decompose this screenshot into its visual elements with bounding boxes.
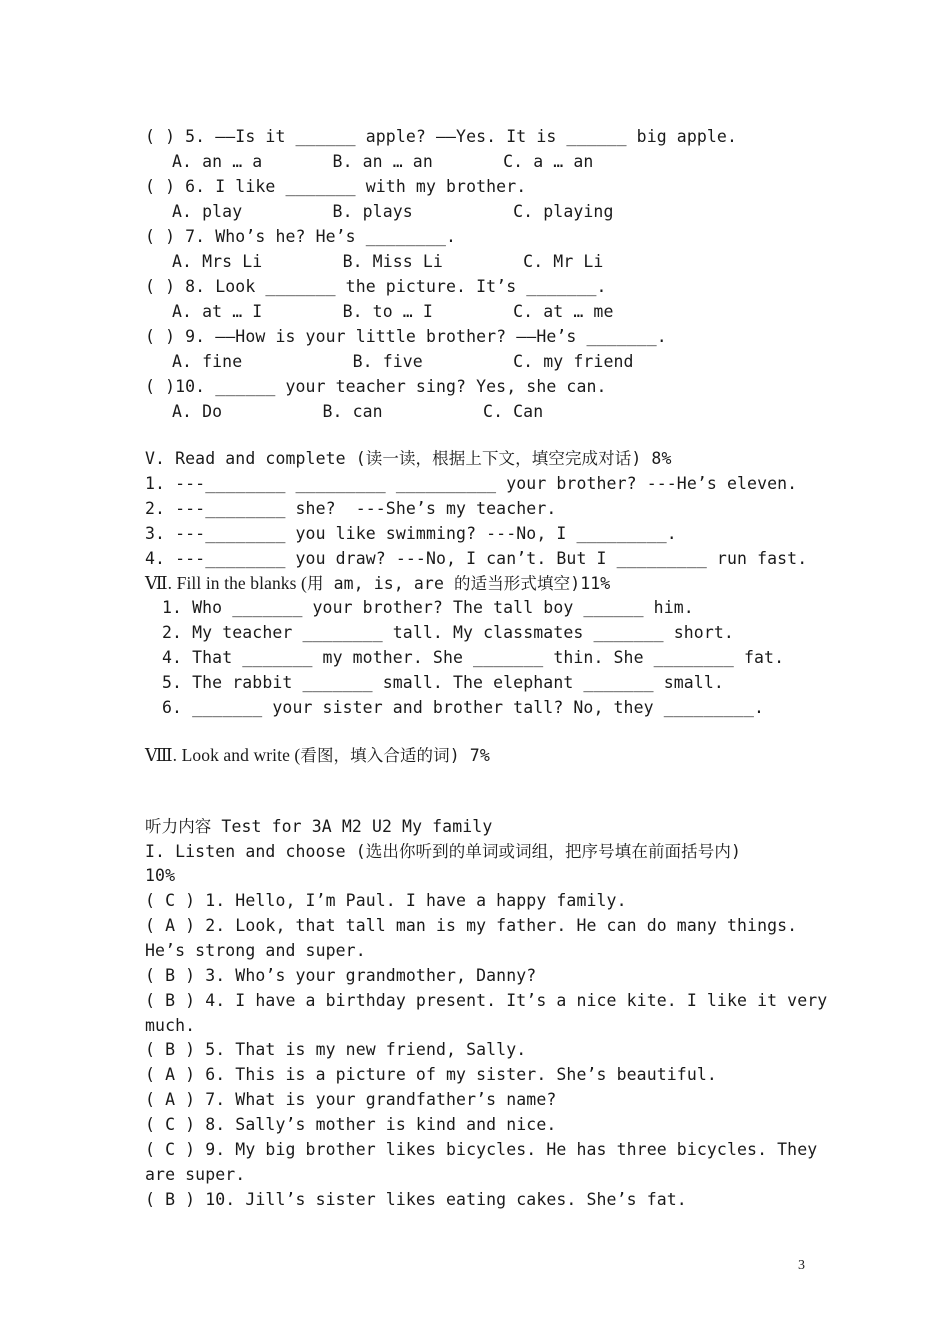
section-5-line-1: 1. ---________ _________ __________ your brother? ---He’s eleven. bbox=[145, 474, 798, 493]
question-8: ( ) 8. Look _______ the picture. It’s _______. bbox=[145, 277, 607, 296]
question-6: ( ) 6. I like _______ with my brother. bbox=[145, 177, 527, 196]
section-8-title-en: Ⅷ. Look and write ( bbox=[145, 745, 301, 765]
listening-line: ( A ) 6. This is a picture of my sister. She’s beautiful. bbox=[145, 1065, 717, 1084]
listening-line: ( A ) 7. What is your grandfather’s name? bbox=[145, 1090, 557, 1109]
section-7-line-6: 6. _______ your sister and brother tall? No, they _________. bbox=[162, 698, 765, 717]
question-5: ( ) 5. ——Is it ______ apple? ——Yes. It is ______ big apple. bbox=[145, 127, 737, 146]
listening-line: He’s strong and super. bbox=[145, 941, 366, 960]
question-9: ( ) 9. ——How is your little brother? ——He’s _______. bbox=[145, 327, 667, 346]
section-5-line-3: 3. ---________ you like swimming? ---No, I _________. bbox=[145, 524, 677, 543]
listening-line: are super. bbox=[145, 1165, 246, 1184]
listening-instructions: I. Listen and choose (选出你听到的单词或词组，把序号填在前面括号内) bbox=[145, 842, 741, 861]
listening-instructions-score: 10% bbox=[145, 866, 176, 885]
question-6-options: A. play B. plays C. playing bbox=[172, 202, 614, 221]
listening-line: ( B ) 4. I have a birthday present. It’s a nice kite. I like it very bbox=[145, 991, 828, 1010]
question-10: ( )10. ______ your teacher sing? Yes, she can. bbox=[145, 377, 607, 396]
section-5-line-4: 4. ---________ you draw? ---No, I can’t. But I _________ run fast. bbox=[145, 549, 808, 568]
question-10-options: A. Do B. can C. Can bbox=[172, 402, 544, 421]
listening-line: ( C ) 8. Sally’s mother is kind and nice. bbox=[145, 1115, 557, 1134]
section-7-line-4: 4. That _______ my mother. She _______ thin. She ________ fat. bbox=[162, 648, 785, 667]
question-8-options: A. at … I B. to … I C. at … me bbox=[172, 302, 614, 321]
listening-line: ( C ) 1. Hello, I’m Paul. I have a happy family. bbox=[145, 891, 627, 910]
listening-line: ( B ) 10. Jill’s sister likes eating cakes. She’s fat. bbox=[145, 1190, 687, 1209]
section-5-line-2: 2. ---________ she? ---She’s my teacher. bbox=[145, 499, 557, 518]
section-7-title-en: Ⅶ. Fill in the blanks ( bbox=[145, 573, 307, 593]
listening-line: ( B ) 5. That is my new friend, Sally. bbox=[145, 1040, 527, 1059]
section-5-title: V. Read and complete (读一读，根据上下文，填空完成对话) 8% bbox=[145, 449, 672, 468]
listening-heading: 听力内容 Test for 3A M2 U2 My family bbox=[145, 817, 493, 836]
section-8-title-rest: 看图，填入合适的词) 7% bbox=[300, 746, 490, 765]
section-8-title bbox=[145, 745, 490, 766]
section-7-title-rest: 用 am, is, are 的适当形式填空)11% bbox=[306, 574, 611, 593]
question-9-options: A. fine B. five C. my friend bbox=[172, 352, 634, 371]
listening-line: ( A ) 2. Look, that tall man is my father. He can do many things. bbox=[145, 916, 798, 935]
section-7-line-1: 1. Who _______ your brother? The tall boy ______ him. bbox=[162, 598, 694, 617]
question-7: ( ) 7. Who’s he? He’s ________. bbox=[145, 227, 457, 246]
listening-line: ( B ) 3. Who’s your grandmother, Danny? bbox=[145, 966, 537, 985]
listening-line: much. bbox=[145, 1016, 196, 1035]
page-number: 3 bbox=[798, 1258, 805, 1273]
section-7-title bbox=[145, 573, 610, 594]
section-7-line-5: 5. The rabbit _______ small. The elephant _______ small. bbox=[162, 673, 724, 692]
listening-line: ( C ) 9. My big brother likes bicycles. He has three bicycles. They bbox=[145, 1140, 818, 1159]
question-7-options: A. Mrs Li B. Miss Li C. Mr Li bbox=[172, 252, 604, 271]
question-5-options: A. an … a B. an … an C. a … an bbox=[172, 152, 594, 171]
section-7-line-2: 2. My teacher ________ tall. My classmates _______ short. bbox=[162, 623, 734, 642]
